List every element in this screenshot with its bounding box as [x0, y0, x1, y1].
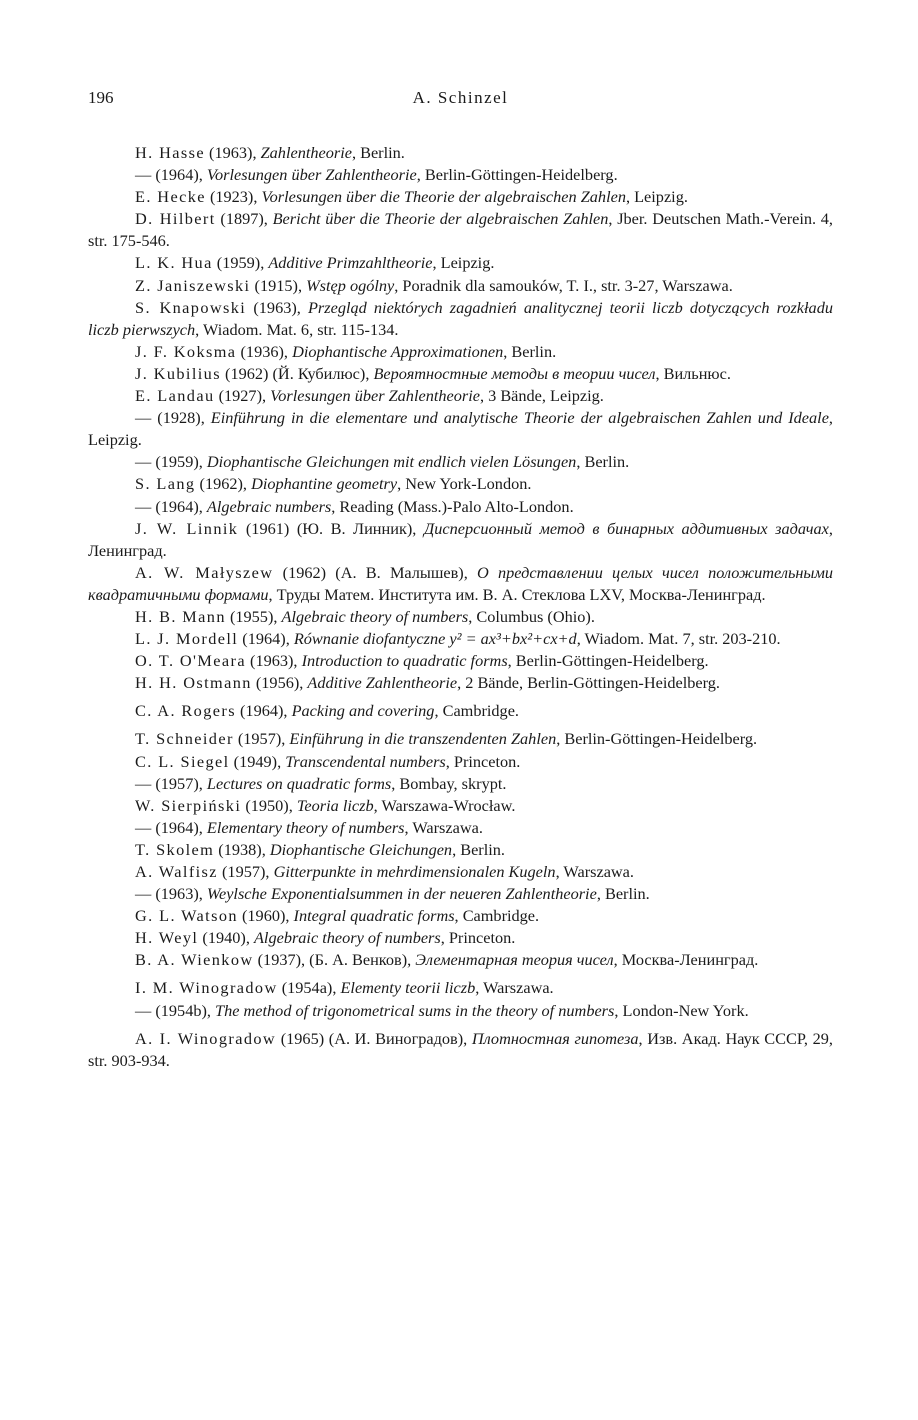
- reference-year: (1937), (Б. А. Венков),: [253, 950, 416, 970]
- reference-publication: , New York-London.: [397, 474, 532, 494]
- reference-entry: [88, 606, 833, 628]
- reference-title: Równanie diofantyczne y² = ax³+bx²+cx+d: [293, 629, 577, 649]
- reference-title: Дисперсионный метод в бинарных аддитивных задачах: [423, 518, 829, 538]
- reference-entry: [88, 275, 833, 297]
- reference-entry: [88, 700, 833, 722]
- reference-year: (1965) (А. И. Виноградов),: [276, 1028, 472, 1048]
- reference-title: Diophantische Gleichungen: [269, 839, 453, 859]
- running-head: A. Schinzel: [412, 88, 509, 107]
- reference-author: Z. Janiszewski: [135, 275, 251, 295]
- reference-year: (1897),: [215, 209, 273, 229]
- reference-entry: [88, 496, 833, 518]
- reference-year: — (1964),: [135, 817, 207, 837]
- reference-title: Zahlentheorie: [260, 143, 352, 162]
- reference-title: Плотностная гипотеза: [471, 1028, 639, 1048]
- reference-title: Diophantine geometry: [251, 474, 398, 494]
- reference-entry: [88, 650, 833, 672]
- reference-entry: [88, 341, 833, 363]
- reference-title: Элементарная теория чисел: [415, 950, 614, 970]
- reference-year: — (1928),: [135, 408, 211, 428]
- reference-year: — (1963),: [135, 884, 207, 904]
- reference-title: Вероятностные методы в теории чисел: [373, 363, 656, 383]
- reference-publication: , Berlin.: [503, 341, 557, 361]
- reference-title: Algebraic theory of numbers: [253, 928, 441, 948]
- reference-year: (1959),: [212, 253, 269, 273]
- reference-title: Gitterpunkte in mehrdimensionalen Kugeln: [273, 862, 556, 881]
- reference-title: Packing and covering: [291, 701, 435, 721]
- reference-author: H. Weyl: [135, 928, 199, 948]
- reference-year: (1915),: [250, 275, 307, 295]
- reference-year: (1936),: [236, 341, 293, 361]
- reference-year: (1964),: [235, 701, 292, 721]
- reference-year: (1938),: [214, 839, 270, 859]
- reference-year: — (1959),: [135, 452, 207, 472]
- reference-author: D. Hilbert: [135, 209, 216, 229]
- reference-entry: [88, 451, 833, 473]
- reference-year: (1957),: [233, 729, 290, 749]
- reference-title: Algebraic numbers: [206, 496, 332, 516]
- reference-year: (1950),: [241, 795, 297, 815]
- reference-title: Weylsche Exponentialsummen in der neueren Zahlentheorie: [206, 884, 597, 904]
- reference-publication: , Москва-Ленинград.: [613, 950, 759, 970]
- page-header: [88, 88, 833, 112]
- reference-author: B. A. Wienkow: [135, 950, 254, 970]
- reference-publication: , Вильнюс.: [655, 363, 731, 383]
- reference-title: Additive Primzahltheorie: [268, 253, 433, 273]
- reference-entry: [88, 518, 833, 562]
- reference-year: — (1957),: [135, 773, 207, 793]
- reference-publication: , Cambridge.: [454, 906, 540, 926]
- reference-title: Bericht über die Theorie der algebraischen Zahlen: [272, 209, 609, 229]
- reference-author: S. Knapowski: [135, 297, 247, 317]
- reference-publication: , Wiadom. Mat. 7, str. 203-210.: [576, 629, 781, 649]
- reference-year: — (1954b),: [135, 1000, 216, 1020]
- reference-title: Lectures on quadratic forms: [206, 773, 392, 793]
- reference-author: L. K. Hua: [135, 253, 213, 273]
- reference-publication: , Bombay, skrypt.: [391, 773, 507, 793]
- reference-entry: [88, 817, 833, 839]
- reference-year: (1949),: [229, 751, 286, 771]
- reference-year: (1955),: [225, 606, 282, 626]
- reference-title: Einführung in die transzendenten Zahlen: [289, 729, 557, 749]
- reference-author: H. B. Mann: [135, 606, 226, 626]
- reference-author: H. Hasse: [135, 143, 205, 162]
- reference-title: Additive Zahlentheorie: [307, 673, 458, 693]
- reference-publication: , Berlin.: [351, 143, 405, 162]
- reference-title: Algebraic theory of numbers: [281, 606, 469, 626]
- reference-author: L. J. Mordell: [135, 629, 239, 649]
- reference-publication: , Leipzig.: [625, 187, 688, 207]
- reference-entry: [88, 839, 833, 861]
- reference-publication: , Труды Матем. Института им. В. А. Стеклова LXV, Москва-Ленинград.: [268, 584, 766, 604]
- reference-title: Diophantische Approximationen: [292, 341, 504, 361]
- reference-year: (1956),: [251, 673, 308, 693]
- reference-author: J. W. Linnik: [135, 518, 239, 538]
- reference-title: Teoria liczb: [296, 795, 374, 815]
- reference-title: Vorlesungen über die Theorie der algebraischen Zahlen: [261, 187, 626, 207]
- reference-publication: , 3 Bände, Leipzig.: [479, 386, 604, 406]
- reference-year: (1961) (Ю. В. Линник),: [238, 518, 424, 538]
- reference-publication: , Jber. Deutschen Math.-Verein. 4, str. 175-546.: [88, 209, 834, 251]
- reference-entry: [88, 186, 833, 208]
- reference-entry: [88, 977, 833, 999]
- reference-title: Elementy teorii liczb: [340, 978, 476, 998]
- reference-year: (1963),: [204, 143, 261, 162]
- reference-publication: , Изв. Акад. Наук СССР, 29, str. 903-934.: [88, 1028, 833, 1070]
- reference-author: O. T. O'Meara: [135, 651, 246, 671]
- reference-entry: [88, 751, 833, 773]
- reference-publication: , Warszawa.: [555, 862, 634, 881]
- reference-author: I. M. Winogradow: [135, 978, 278, 998]
- reference-entry: [88, 297, 833, 341]
- reference-entry: [88, 562, 833, 606]
- reference-author: E. Landau: [135, 386, 215, 406]
- reference-entry: [88, 905, 833, 927]
- reference-entry: [88, 385, 833, 407]
- reference-entry: [88, 142, 833, 164]
- reference-entry: [88, 473, 833, 495]
- reference-publication: , London-New York.: [614, 1000, 749, 1020]
- reference-publication: , 2 Bände, Berlin-Göttingen-Heidelberg.: [457, 673, 720, 693]
- reference-author: G. L. Watson: [135, 906, 238, 926]
- reference-author: A. W. Małyszew: [135, 562, 274, 582]
- reference-year: (1962) (А. В. Малышев),: [273, 562, 478, 582]
- reference-publication: , Berlin.: [576, 452, 630, 472]
- reference-title: The method of trigonometrical sums in the theory of numbers: [215, 1000, 615, 1020]
- document-page: [88, 88, 833, 1072]
- reference-publication: , Berlin-Göttingen-Heidelberg.: [507, 651, 709, 671]
- reference-publication: , Warszawa.: [475, 978, 554, 998]
- reference-publication: , Cambridge.: [434, 701, 519, 721]
- reference-entry: [88, 208, 833, 252]
- reference-publication: , Princeton.: [445, 751, 521, 771]
- reference-author: J. Kubilius: [135, 363, 221, 383]
- reference-entry: [88, 883, 833, 905]
- reference-author: C. A. Rogers: [135, 701, 236, 721]
- reference-publication: , Warszawa.: [404, 817, 483, 837]
- reference-author: H. H. Ostmann: [135, 673, 252, 693]
- reference-title: О представлении целых чисел положительными квадратичными формами: [88, 562, 833, 604]
- reference-title: Elementary theory of numbers: [206, 817, 405, 837]
- reference-year: (1963),: [246, 297, 308, 317]
- reference-entry: [88, 773, 833, 795]
- reference-year: (1923),: [205, 187, 262, 207]
- reference-entry: [88, 363, 833, 385]
- reference-author: A. Walfisz: [135, 862, 218, 881]
- reference-publication: , Poradnik dla samouków, T. I., str. 3-27, Warszawa.: [394, 275, 733, 295]
- reference-publication: , Leipzig.: [88, 408, 833, 450]
- reference-year: (1940),: [198, 928, 254, 948]
- reference-publication: , Ленинград.: [88, 518, 833, 560]
- reference-entry: [88, 252, 833, 274]
- reference-year: — (1964),: [135, 165, 207, 185]
- reference-entry: [88, 861, 833, 883]
- reference-entry: [88, 728, 833, 750]
- reference-title: Diophantische Gleichungen mit endlich vielen Lösungen: [206, 452, 577, 472]
- reference-author: C. L. Siegel: [135, 751, 230, 771]
- reference-publication: , Columbus (Ohio).: [468, 606, 595, 626]
- reference-publication: , Berlin.: [596, 884, 650, 904]
- reference-year: (1954a),: [277, 978, 341, 998]
- reference-title: Przegląd niektórych zagadnień analitycznej teorii liczb dotyczących rozkładu liczb pierwszych: [88, 297, 833, 339]
- reference-title: Introduction to quadratic forms: [301, 651, 508, 671]
- reference-publication: , Reading (Mass.)-Palo Alto-London.: [331, 496, 574, 516]
- reference-publication: , Berlin-Göttingen-Heidelberg.: [556, 729, 758, 749]
- reference-title: Transcendental numbers: [285, 751, 446, 771]
- reference-publication: , Leipzig.: [432, 253, 495, 273]
- reference-title: Einführung in die elementare und analytische Theorie der algebraischen Zahlen und Ideale: [210, 408, 829, 428]
- reference-title: Vorlesungen über Zahlentheorie: [270, 386, 480, 406]
- reference-year: (1964),: [238, 629, 294, 649]
- reference-year: (1927),: [214, 386, 271, 406]
- reference-year: (1963),: [245, 651, 302, 671]
- reference-title: Wstęp ogólny: [306, 275, 395, 295]
- reference-author: W. Sierpiński: [135, 795, 242, 815]
- reference-year: (1962) (Й. Кубилюс),: [220, 363, 374, 383]
- reference-entry: [88, 1000, 833, 1022]
- reference-entry: [88, 672, 833, 694]
- reference-author: T. Schneider: [135, 729, 234, 749]
- reference-publication: , Berlin-Göttingen-Heidelberg.: [416, 165, 618, 185]
- reference-entry: [88, 164, 833, 186]
- reference-entry: [88, 949, 833, 971]
- reference-author: S. Lang: [135, 474, 196, 494]
- reference-author: E. Hecke: [135, 187, 206, 207]
- reference-author: A. I. Winogradow: [135, 1028, 277, 1048]
- reference-entry: [88, 1028, 833, 1072]
- reference-year: (1962),: [195, 474, 252, 494]
- reference-author: T. Skolem: [135, 839, 215, 859]
- reference-year: (1957),: [217, 862, 274, 881]
- reference-entry: [88, 927, 833, 949]
- reference-year: (1960),: [237, 906, 294, 926]
- reference-publication: , Wiadom. Mat. 6, str. 115-134.: [195, 319, 399, 339]
- reference-entry: [88, 628, 833, 650]
- reference-entry: [88, 407, 833, 451]
- reference-author: J. F. Koksma: [135, 341, 237, 361]
- reference-year: — (1964),: [135, 496, 207, 516]
- reference-publication: , Warszawa-Wrocław.: [373, 795, 516, 815]
- page-number: 196: [88, 88, 114, 107]
- reference-title: Vorlesungen über Zahlentheorie: [206, 165, 417, 185]
- reference-publication: , Berlin.: [452, 839, 505, 859]
- reference-entry: [88, 795, 833, 817]
- reference-list: [88, 142, 833, 1072]
- reference-title: Integral quadratic forms: [293, 906, 455, 926]
- reference-publication: , Princeton.: [440, 928, 516, 948]
